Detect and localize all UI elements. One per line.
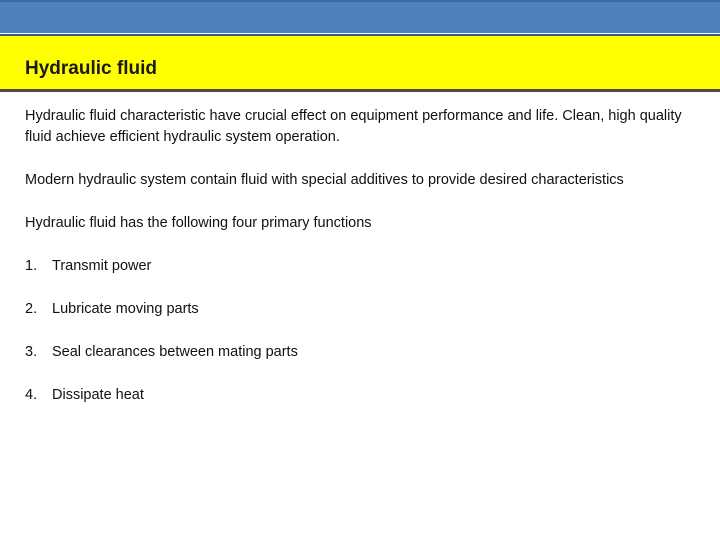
title-band <box>0 34 720 92</box>
list-number: 1. <box>25 258 38 274</box>
list-item <box>25 385 687 406</box>
list-number: 4. <box>25 387 38 403</box>
list-item <box>25 299 687 320</box>
functions-list <box>25 256 687 406</box>
list-item <box>25 342 687 363</box>
list-number: 3. <box>25 344 38 360</box>
top-bar <box>0 0 720 33</box>
slide-body <box>25 106 687 428</box>
list-item-text: Transmit power <box>52 258 152 274</box>
list-item-text: Dissipate heat <box>52 387 144 403</box>
list-item-text: Seal clearances between mating parts <box>52 344 298 360</box>
paragraph-intro: Hydraulic fluid characteristic have crucial effect on equipment performance and life. Clean, high quality fluid achieve efficient hydraulic system operation. <box>25 108 682 145</box>
slide-title: Hydraulic fluid <box>25 58 157 79</box>
list-item <box>25 256 687 277</box>
list-number: 2. <box>25 301 38 317</box>
paragraph-functions-lead: Hydraulic fluid has the following four primary functions <box>25 215 372 231</box>
list-item-text: Lubricate moving parts <box>52 301 199 317</box>
paragraph-additives: Modern hydraulic system contain fluid with special additives to provide desired characteristics <box>25 172 624 188</box>
